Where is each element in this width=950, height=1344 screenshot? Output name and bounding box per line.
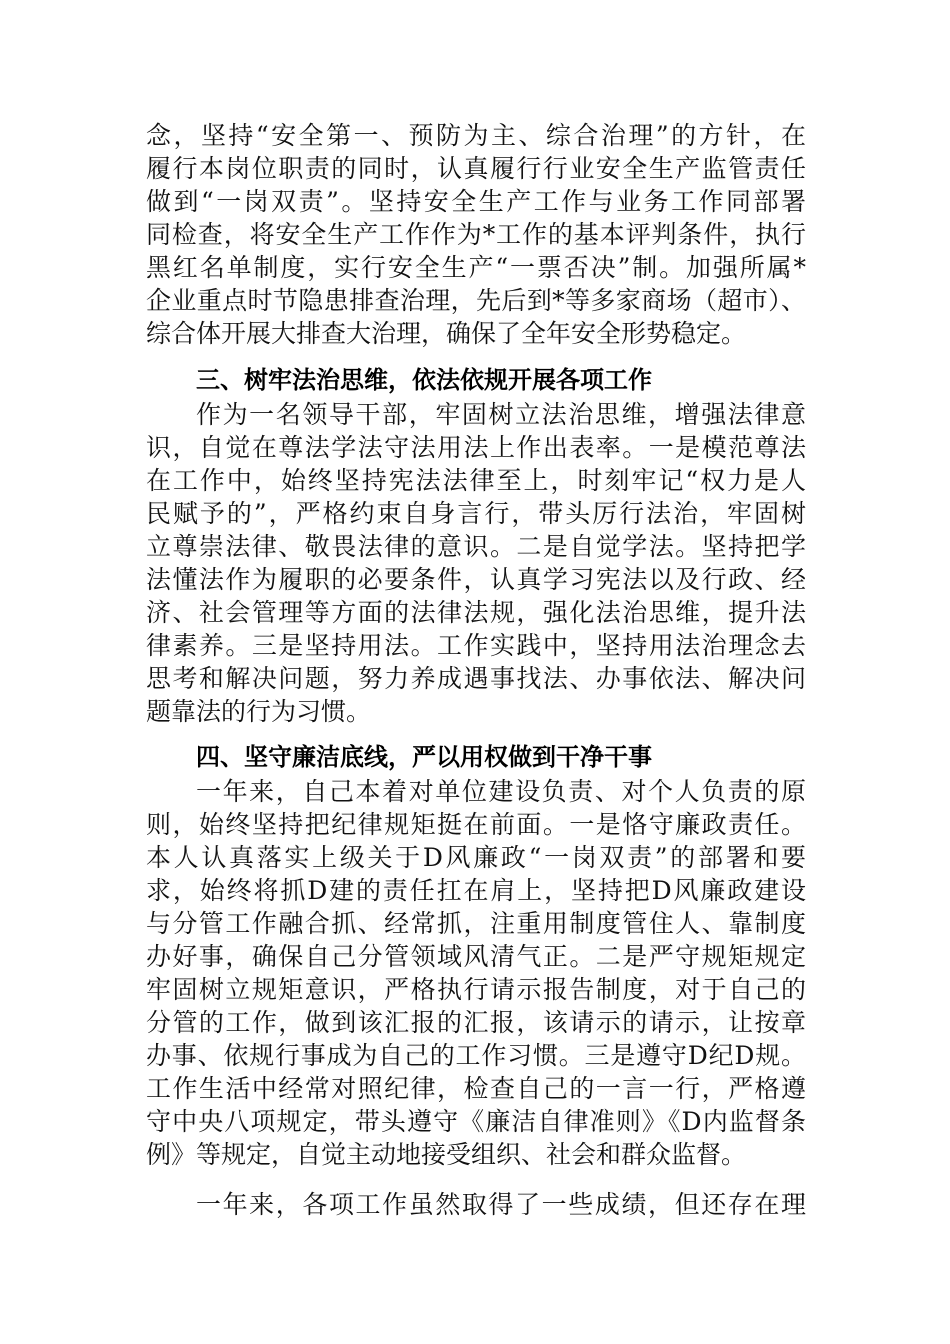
para3-line: 工作生活中经常对照纪律，检查自己的一言一行，严格遵 <box>146 1074 806 1103</box>
para2-line: 立尊崇法律、敬畏法律的意识。二是自觉学法。坚持把学 <box>146 532 806 561</box>
para1-line: 黑红名单制度，实行安全生产“一票否决”制。加强所属* <box>146 253 806 282</box>
para2-line: 民赋予的”，严格约束自身言行，带头厉行法治，牢固树 <box>146 499 806 528</box>
para2-line: 思考和解决问题，努力养成遇事找法、办事依法、解决问 <box>146 664 806 693</box>
para2-line: 在工作中，始终坚持宪法法律至上，时刻牢记“权力是人 <box>146 466 806 495</box>
section-heading-3: 三、树牢法治思维，依法依规开展各项工作 <box>196 366 652 394</box>
para2-line: 律素养。三是坚持用法。工作实践中，坚持用法治理念去 <box>146 631 806 660</box>
para2-line: 作为一名领导干部，牢固树立法治思维，增强法律意 <box>196 400 806 429</box>
para3-line: 例》等规定，自觉主动地接受组织、社会和群众监督。 <box>146 1140 747 1169</box>
para3-line: 办事、依规行事成为自己的工作习惯。三是遵守D纪D规。 <box>146 1041 806 1070</box>
para3-line: 守中央八项规定，带头遵守《廉洁自律准则》《D内监督条 <box>146 1107 806 1136</box>
para1-line: 念，坚持“安全第一、预防为主、综合治理”的方针，在 <box>146 121 806 150</box>
para1-line: 同检查，将安全生产工作作为*工作的基本评判条件，执行 <box>146 220 806 249</box>
para3-line: 办好事，确保自己分管领域风清气正。二是严守规矩规定 <box>146 942 806 971</box>
para1-line: 履行本岗位职责的同时，认真履行行业安全生产监管责任 <box>146 154 806 183</box>
para2-line: 识，自觉在尊法学法守法用法上作出表率。一是模范尊法 <box>146 433 806 462</box>
para2-line: 济、社会管理等方面的法律法规，强化法治思维，提升法 <box>146 598 806 627</box>
para3-line: 牢固树立规矩意识，严格执行请示报告制度，对于自己的 <box>146 975 806 1004</box>
para3-line: 与分管工作融合抓、经常抓，注重用制度管住人、靠制度 <box>146 909 806 938</box>
para4-line: 一年来，各项工作虽然取得了一些成绩，但还存在理 <box>196 1190 806 1219</box>
para3-line: 则，始终坚持把纪律规矩挺在前面。一是恪守廉政责任。 <box>146 810 806 839</box>
para3-line: 一年来，自己本着对单位建设负责、对个人负责的原 <box>196 777 806 806</box>
para1-line: 做到“一岗双责”。坚持安全生产工作与业务工作同部署 <box>146 187 806 216</box>
para3-line: 本人认真落实上级关于D风廉政“一岗双责”的部署和要 <box>146 843 806 872</box>
para2-line: 题靠法的行为习惯。 <box>146 697 372 726</box>
para1-line: 企业重点时节隐患排查治理，先后到*等多家商场（超市）、 <box>146 286 806 315</box>
section-heading-4: 四、坚守廉洁底线，严以用权做到干净干事 <box>196 743 652 771</box>
para1-line: 综合体开展大排查大治理，确保了全年安全形势稳定。 <box>146 319 747 348</box>
para3-line: 求，始终将抓D建的责任扛在肩上，坚持把D风廉政建设 <box>146 876 806 905</box>
para3-line: 分管的工作，做到该汇报的汇报，该请示的请示，让按章 <box>146 1008 806 1037</box>
para2-line: 法懂法作为履职的必要条件，认真学习宪法以及行政、经 <box>146 565 806 594</box>
